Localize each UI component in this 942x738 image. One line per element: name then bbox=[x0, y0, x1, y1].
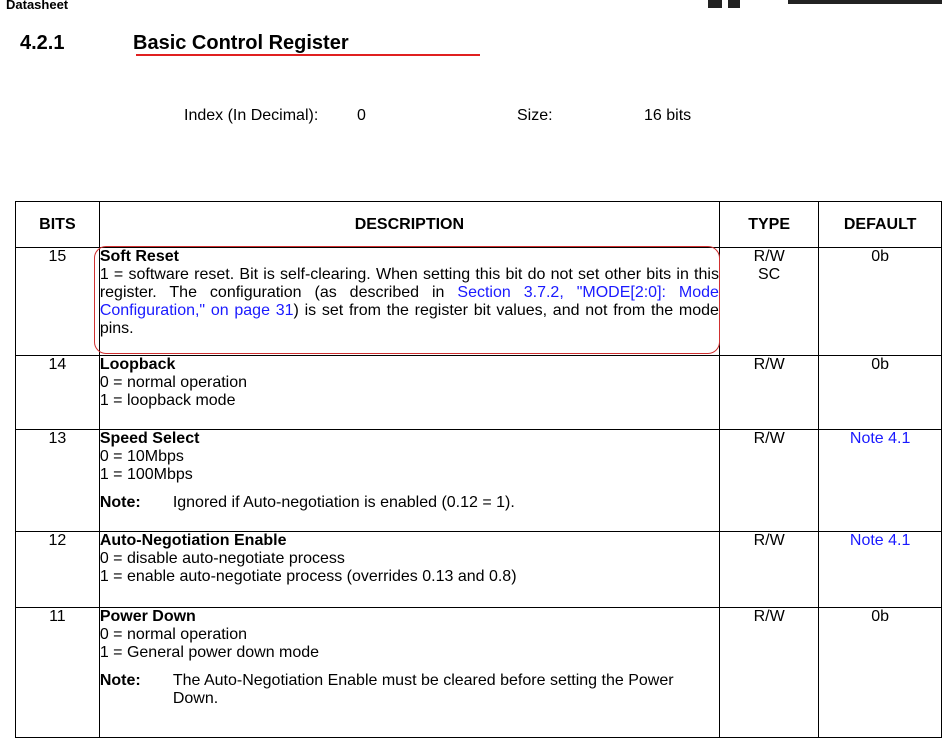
table-row bbox=[16, 532, 942, 608]
description-text: ) is set from the register bit values, and not from the mode pins. bbox=[99, 302, 719, 337]
description-cell bbox=[99, 356, 719, 430]
section-link[interactable]: Section 3.7.2, "MODE[2:0]: Mode Configuration," on page 31 bbox=[99, 284, 719, 319]
table-row bbox=[16, 430, 942, 532]
header-default: DEFAULT bbox=[819, 202, 942, 248]
header-bits: BITS bbox=[16, 202, 100, 248]
type-cell bbox=[719, 248, 818, 356]
description-line: 1 = General power down mode bbox=[99, 644, 320, 661]
description-line: 0 = normal operation bbox=[99, 374, 248, 391]
section-title: Basic Control Register bbox=[133, 32, 349, 54]
document-label: Datasheet bbox=[6, 0, 69, 12]
section-number: 4.2.1 bbox=[20, 32, 65, 54]
bits-cell: 12 bbox=[16, 532, 100, 608]
note-label: Note: bbox=[99, 672, 141, 689]
default-cell: 0b bbox=[819, 608, 942, 738]
description-text: 1 = software reset. Bit is self-clearing. When setting this bit do not set other bits in this register. The configuration (as described in bbox=[99, 266, 719, 301]
description-line: 1 = loopback mode bbox=[99, 392, 236, 409]
field-name: Power Down bbox=[99, 608, 196, 625]
description-cell bbox=[99, 248, 719, 356]
default-cell bbox=[819, 430, 942, 532]
index-label: Index (In Decimal): bbox=[184, 107, 319, 124]
table-header-row bbox=[16, 202, 942, 248]
company-logo bbox=[700, 0, 942, 14]
bits-cell: 11 bbox=[16, 608, 100, 738]
bits-cell: 14 bbox=[16, 356, 100, 430]
type-value: R/W bbox=[753, 248, 785, 265]
table-row bbox=[16, 248, 942, 356]
note-link[interactable]: Note 4.1 bbox=[849, 532, 911, 549]
default-cell: 0b bbox=[819, 248, 942, 356]
type-cell: R/W bbox=[719, 430, 818, 532]
size-label: Size: bbox=[517, 107, 553, 124]
description-line: 0 = disable auto-negotiate process bbox=[99, 550, 345, 567]
description-cell bbox=[99, 430, 719, 532]
type-value: SC bbox=[758, 266, 781, 283]
default-cell bbox=[819, 532, 942, 608]
description-cell bbox=[99, 532, 719, 608]
size-value: 16 bits bbox=[644, 107, 692, 124]
index-value: 0 bbox=[357, 107, 366, 124]
description-line: 0 = 10Mbps bbox=[99, 448, 184, 465]
header-type: TYPE bbox=[719, 202, 818, 248]
table-row bbox=[16, 608, 942, 738]
type-cell: R/W bbox=[719, 356, 818, 430]
description-line: 1 = 100Mbps bbox=[99, 466, 193, 483]
bits-cell: 15 bbox=[16, 248, 100, 356]
note bbox=[100, 494, 719, 512]
note bbox=[100, 672, 719, 708]
field-description bbox=[100, 266, 719, 338]
type-cell: R/W bbox=[719, 608, 818, 738]
type-cell: R/W bbox=[719, 532, 818, 608]
description-line: 1 = enable auto-negotiate process (overrides 0.13 and 0.8) bbox=[99, 568, 517, 585]
annotation-underline bbox=[136, 54, 480, 56]
field-name: Soft Reset bbox=[99, 248, 179, 265]
description-cell bbox=[99, 608, 719, 738]
bits-cell: 13 bbox=[16, 430, 100, 532]
description-line: 0 = normal operation bbox=[99, 626, 248, 643]
note-text: The Auto-Negotiation Enable must be cleared before setting the Power Down. bbox=[172, 672, 674, 707]
header-description: DESCRIPTION bbox=[99, 202, 719, 248]
field-name: Loopback bbox=[99, 356, 176, 373]
note-text: Ignored if Auto-negotiation is enabled (0.12 = 1). bbox=[172, 494, 515, 511]
default-cell: 0b bbox=[819, 356, 942, 430]
table-row bbox=[16, 356, 942, 430]
note-link[interactable]: Note 4.1 bbox=[849, 430, 911, 447]
note-label: Note: bbox=[99, 494, 141, 511]
register-table bbox=[15, 201, 942, 738]
field-name: Speed Select bbox=[99, 430, 200, 447]
field-name: Auto-Negotiation Enable bbox=[99, 532, 287, 549]
